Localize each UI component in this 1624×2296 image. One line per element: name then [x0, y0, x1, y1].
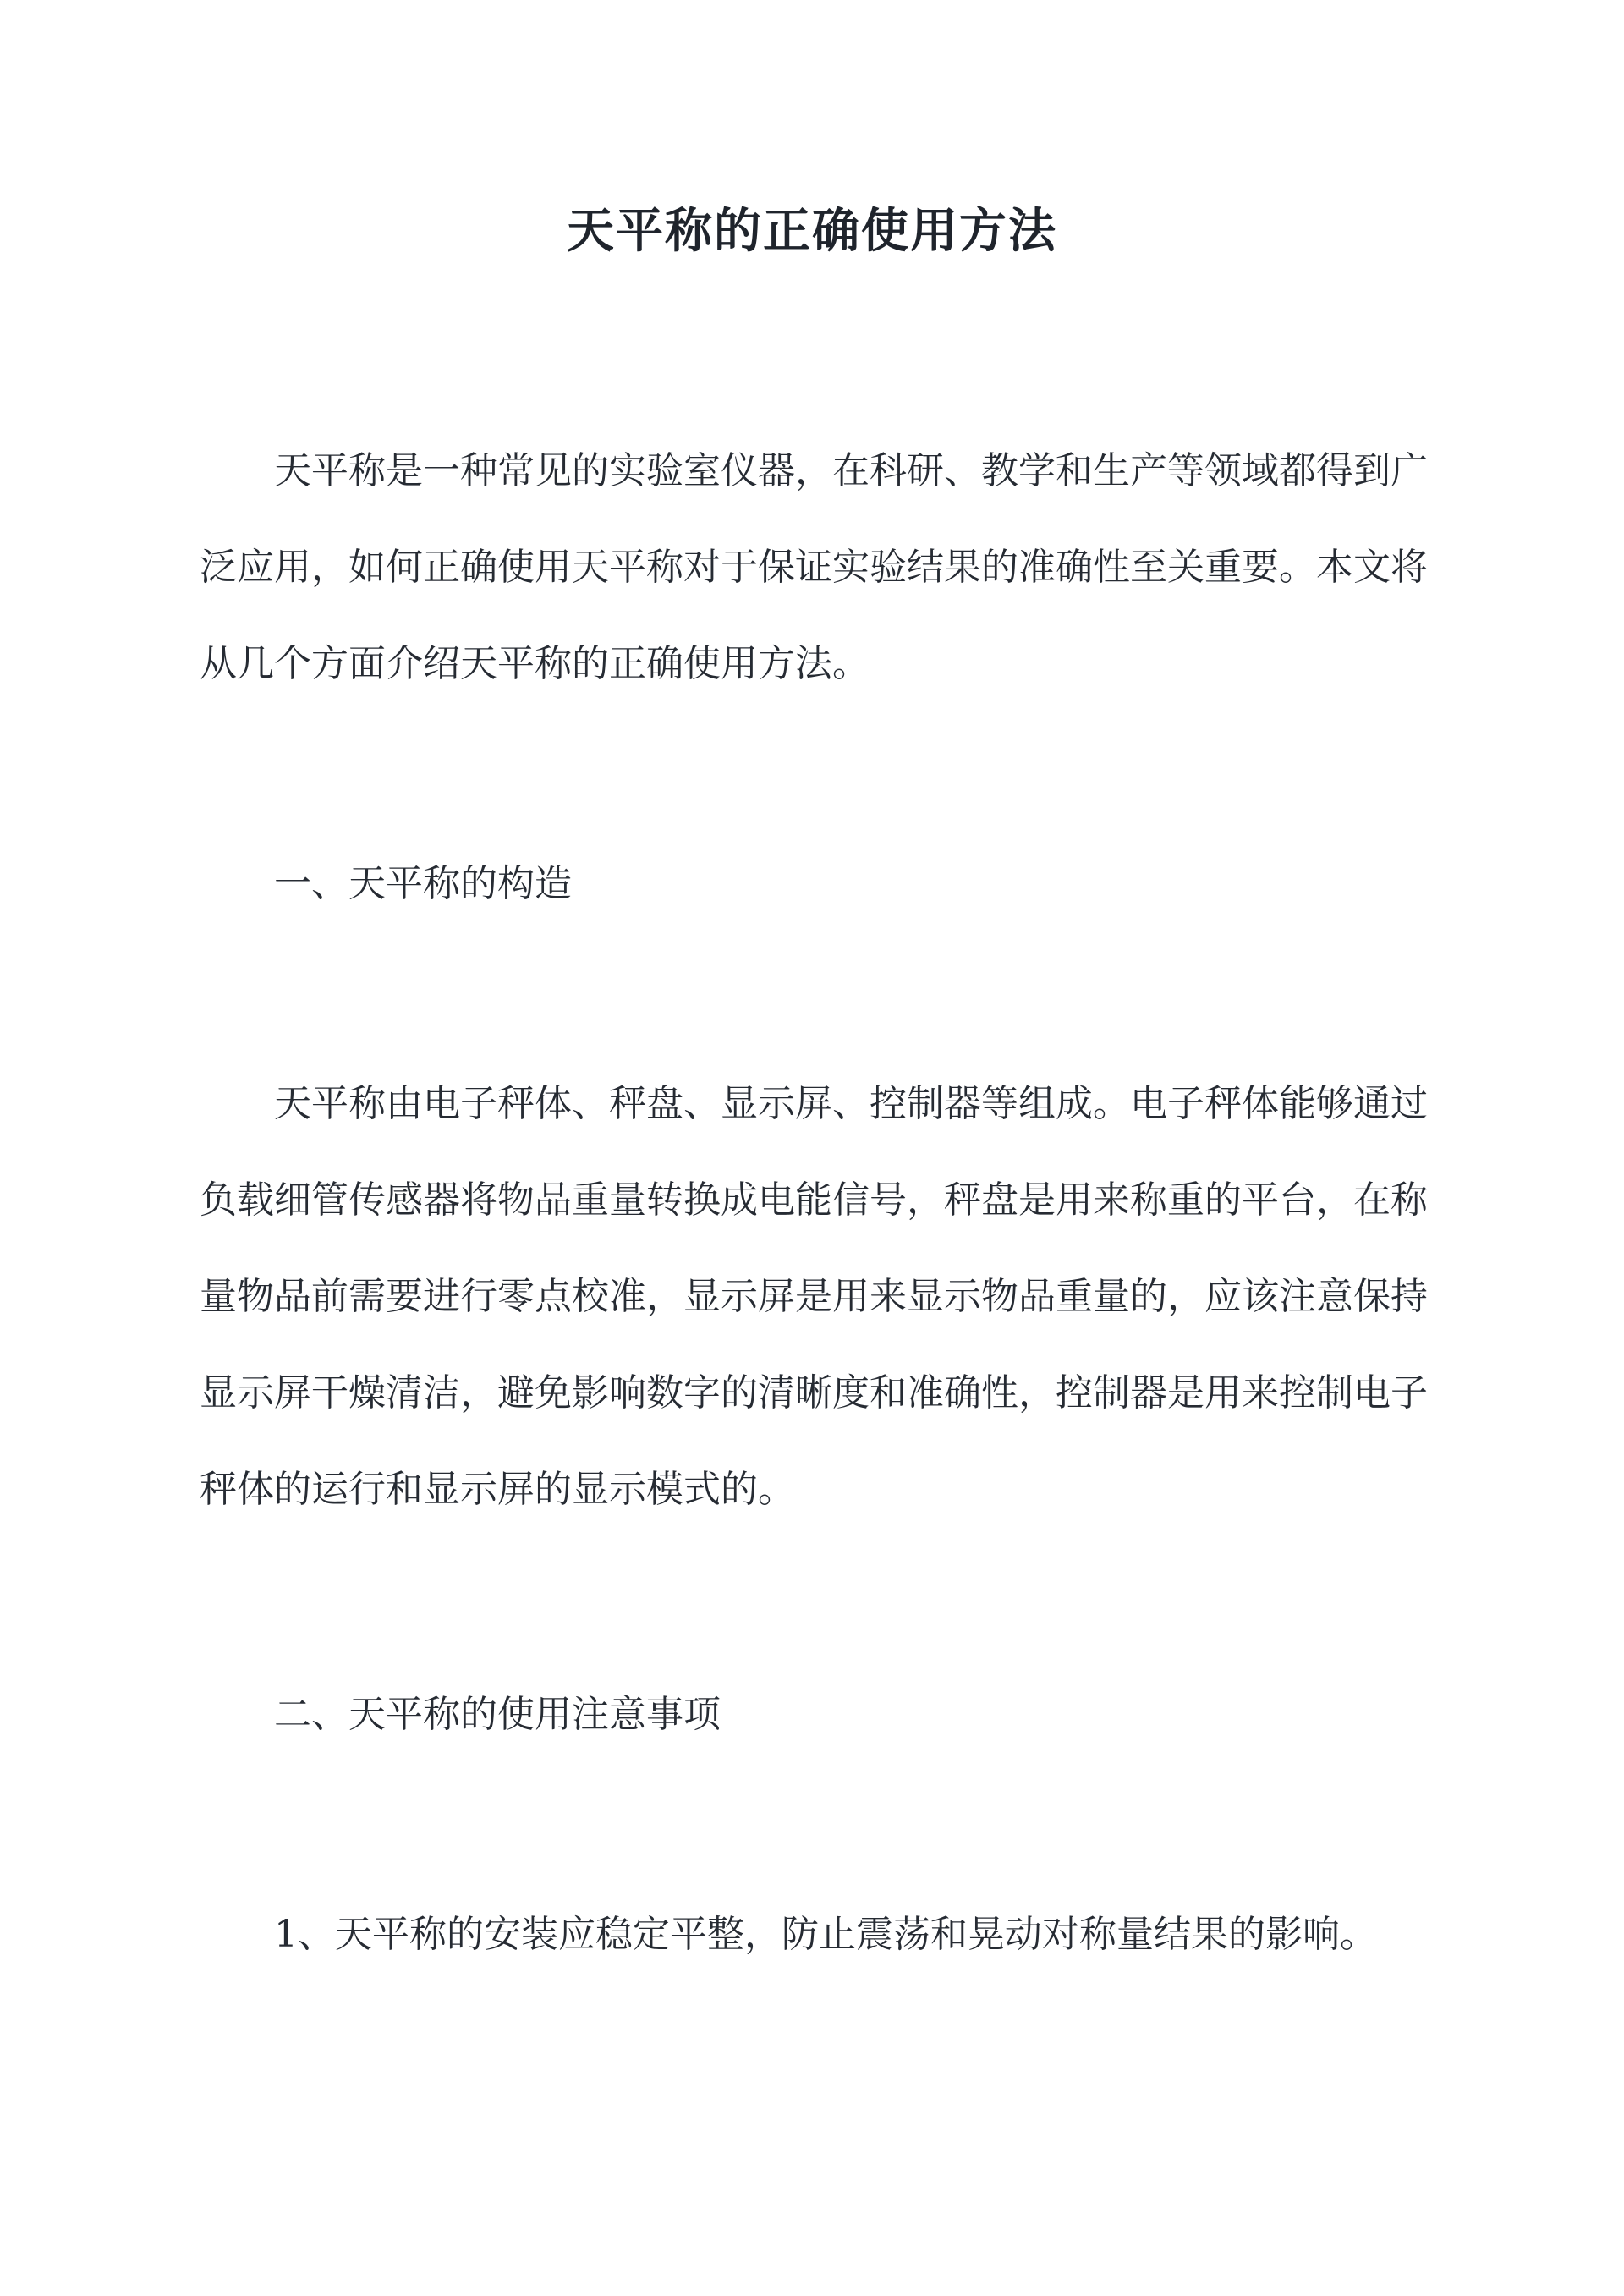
- section-heading-precautions: 二、天平称的使用注意事项: [274, 1693, 721, 1736]
- document-title: 天平称的正确使用方法: [567, 203, 1057, 259]
- precaution-item-1: 1、天平称的安装应稳定平整，防止震荡和晃动对称量结果的影响。: [274, 1913, 1377, 1956]
- section-heading-structure: 一、天平称的构造: [274, 862, 572, 905]
- intro-paragraph: 天平称是一种常见的实验室仪器，在科研、教学和生产等领域都得到广泛应用，如何正确使用天平称对于保证实验结果的准确性至关重要。本文将从几个方面介绍天平称的正确使用方法。: [200, 449, 1428, 685]
- structure-paragraph: 天平称由电子秤体、秤盘、显示屏、控制器等组成。电子秤体能够通过负载细管传感器将物品重量转换成电能信号，秤盘是用来称重的平台，在称量物品前需要进行零点校准，显示屏是用来显示物品重量的，应该注意保持显示屏干燥清洁，避免影响数字的清晰度和准确性，控制器是用来控制电子秤体的运行和显示屏的显示模式的。: [200, 1082, 1428, 1511]
